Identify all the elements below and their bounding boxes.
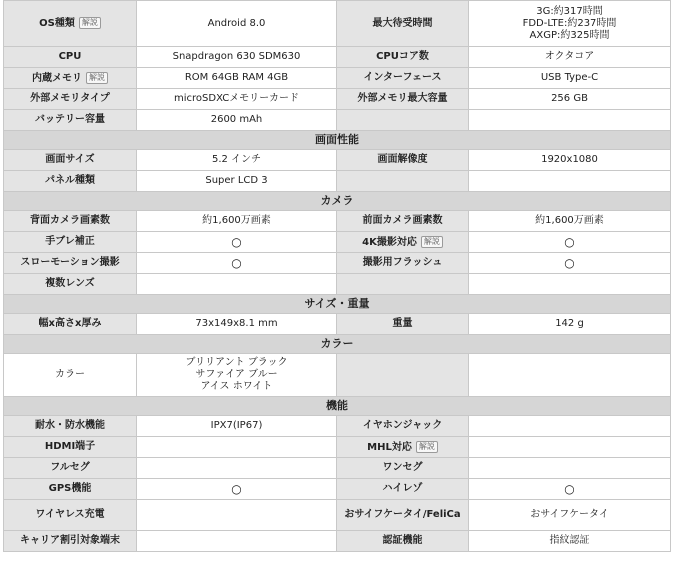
spec-value-7-1 <box>137 171 337 192</box>
spec-value-9-2 <box>469 211 671 232</box>
spec-row <box>4 274 671 295</box>
section-header-row <box>4 131 671 150</box>
spec-value-line: 2600 mAh <box>210 114 263 125</box>
spec-value-22-1 <box>137 500 337 531</box>
spec-label-text: 背面カメラ画素数 <box>30 215 110 226</box>
spec-label-20-1 <box>4 458 137 479</box>
spec-label-text: 画面サイズ <box>45 154 95 165</box>
spec-label-7-1 <box>4 171 137 192</box>
spec-value-line: 約1,600万画素 <box>202 215 271 226</box>
spec-label-text: MHL対応 <box>367 441 412 453</box>
spec-value-11-1 <box>137 253 337 274</box>
spec-label-text: スローモーション撮影 <box>20 257 120 268</box>
spec-value-line: オクタコア <box>544 51 595 62</box>
spec-value-line: おサイフケータイ <box>530 509 609 520</box>
section-title: カラー <box>4 335 671 354</box>
spec-label-2-1 <box>4 68 137 89</box>
spec-row <box>4 47 671 68</box>
spec-value-6-1 <box>137 150 337 171</box>
section-title: 画面性能 <box>4 131 671 150</box>
spec-label-10-1 <box>4 232 137 253</box>
spec-label-23-2 <box>337 531 469 552</box>
spec-label-21-1 <box>4 479 137 500</box>
spec-value-line: サファイア ブルー <box>195 369 278 380</box>
spec-label-21-2 <box>337 479 469 500</box>
spec-row <box>4 437 671 458</box>
spec-value-12-2 <box>469 274 671 295</box>
explanation-button[interactable]: 解説 <box>421 236 443 248</box>
section-header-row <box>4 192 671 211</box>
spec-label-text: インターフェース <box>363 72 442 83</box>
spec-value-line: 256 GB <box>551 93 588 104</box>
spec-value-16-2 <box>469 354 671 397</box>
spec-label-text: HDMI端子 <box>44 441 96 452</box>
spec-table <box>3 0 671 552</box>
spec-label-22-2 <box>337 500 469 531</box>
spec-label-0-2 <box>337 1 469 47</box>
spec-label-text: 撮影用フラッシュ <box>362 257 443 268</box>
spec-label-text: ハイレゾ <box>382 483 423 494</box>
spec-label-19-2 <box>337 437 469 458</box>
spec-label-text: フルセグ <box>50 462 90 473</box>
supported-mark-icon: ○ <box>564 235 575 249</box>
spec-value-11-2 <box>469 253 671 274</box>
spec-label-text: 画面解像度 <box>377 154 428 165</box>
spec-value-line: ROM 64GB RAM 4GB <box>184 72 289 83</box>
spec-label-11-1 <box>4 253 137 274</box>
spec-value-16-1 <box>137 354 337 397</box>
spec-label-3-1 <box>4 89 137 110</box>
spec-label-text: イヤホンジャック <box>362 420 443 431</box>
spec-value-line: AXGP:約325時間 <box>529 29 610 41</box>
section-header-row <box>4 335 671 354</box>
spec-label-text: ワンセグ <box>382 462 423 473</box>
spec-value-line: USB Type-C <box>540 72 599 83</box>
spec-value-10-2 <box>469 232 671 253</box>
spec-value-19-1 <box>137 437 337 458</box>
spec-value-7-2 <box>469 171 671 192</box>
spec-label-text: 内蔵メモリ <box>32 72 82 84</box>
spec-label-3-2 <box>337 89 469 110</box>
spec-value-2-2 <box>469 68 671 89</box>
spec-label-text: カラー <box>55 369 85 380</box>
spec-value-3-1 <box>137 89 337 110</box>
supported-mark-icon: ○ <box>564 256 575 270</box>
spec-row <box>4 531 671 552</box>
spec-label-6-2 <box>337 150 469 171</box>
spec-value-14-1 <box>137 314 337 335</box>
spec-label-text: 複数レンズ <box>45 278 95 289</box>
spec-row <box>4 150 671 171</box>
spec-value-18-1 <box>137 416 337 437</box>
spec-value-20-2 <box>469 458 671 479</box>
spec-row <box>4 68 671 89</box>
spec-label-9-2 <box>337 211 469 232</box>
section-header-row <box>4 397 671 416</box>
spec-label-text: 4K撮影対応 <box>362 236 417 248</box>
spec-label-text: CPU <box>58 51 82 62</box>
supported-mark-icon: ○ <box>564 482 575 496</box>
spec-value-line: 142 g <box>555 318 584 329</box>
spec-value-19-2 <box>469 437 671 458</box>
spec-label-text: キャリア割引対象端末 <box>20 535 120 546</box>
spec-row <box>4 110 671 131</box>
spec-value-3-2 <box>469 89 671 110</box>
spec-row <box>4 416 671 437</box>
spec-value-line: 約1,600万画素 <box>535 215 604 226</box>
supported-mark-icon: ○ <box>231 482 242 496</box>
spec-label-text: 重量 <box>392 318 413 329</box>
spec-label-text: 最大待受時間 <box>372 17 433 29</box>
spec-label-text: 幅x高さx厚み <box>38 318 102 329</box>
spec-value-1-2 <box>469 47 671 68</box>
spec-label-16-2 <box>337 354 469 397</box>
spec-value-18-2 <box>469 416 671 437</box>
spec-value-line: microSDXCメモリーカード <box>174 93 299 104</box>
supported-mark-icon: ○ <box>231 256 242 270</box>
spec-value-line: IPX7(IP67) <box>210 420 263 431</box>
spec-label-10-2 <box>337 232 469 253</box>
spec-row <box>4 479 671 500</box>
spec-value-line: 3G:約317時間 <box>536 5 603 17</box>
spec-row <box>4 89 671 110</box>
spec-row <box>4 211 671 232</box>
spec-row <box>4 232 671 253</box>
spec-label-6-1 <box>4 150 137 171</box>
spec-label-text: 手ブレ補正 <box>45 236 95 247</box>
spec-value-14-2 <box>469 314 671 335</box>
spec-label-2-2 <box>337 68 469 89</box>
spec-label-text: パネル種類 <box>45 175 95 186</box>
spec-row <box>4 253 671 274</box>
spec-value-10-1 <box>137 232 337 253</box>
section-header-row <box>4 295 671 314</box>
spec-value-6-2 <box>469 150 671 171</box>
spec-value-23-1 <box>137 531 337 552</box>
spec-row <box>4 500 671 531</box>
spec-value-line: FDD-LTE:約237時間 <box>522 17 617 29</box>
spec-label-23-1 <box>4 531 137 552</box>
explanation-button[interactable]: 解説 <box>86 72 108 84</box>
spec-label-20-2 <box>337 458 469 479</box>
spec-label-18-1 <box>4 416 137 437</box>
spec-label-19-1 <box>4 437 137 458</box>
spec-label-22-1 <box>4 500 137 531</box>
spec-value-21-2 <box>469 479 671 500</box>
spec-value-2-1 <box>137 68 337 89</box>
spec-label-text: 外部メモリタイプ <box>30 93 110 104</box>
spec-value-line: Super LCD 3 <box>205 175 268 186</box>
spec-label-text: 耐水・防水機能 <box>35 420 105 431</box>
spec-value-9-1 <box>137 211 337 232</box>
spec-label-16-1 <box>4 354 137 397</box>
section-title: 機能 <box>4 397 671 416</box>
spec-value-line: 指紋認証 <box>549 535 590 546</box>
spec-label-4-1 <box>4 110 137 131</box>
spec-label-14-2 <box>337 314 469 335</box>
spec-row <box>4 1 671 47</box>
spec-label-18-2 <box>337 416 469 437</box>
spec-label-1-2 <box>337 47 469 68</box>
spec-row <box>4 171 671 192</box>
spec-value-4-2 <box>469 110 671 131</box>
section-title: サイズ・重量 <box>4 295 671 314</box>
spec-label-text: GPS機能 <box>48 483 92 494</box>
spec-value-line: 73x149x8.1 mm <box>195 318 278 329</box>
spec-value-20-1 <box>137 458 337 479</box>
spec-label-11-2 <box>337 253 469 274</box>
spec-value-12-1 <box>137 274 337 295</box>
spec-value-0-2 <box>469 1 671 47</box>
spec-label-9-1 <box>4 211 137 232</box>
spec-label-0-1 <box>4 1 137 47</box>
spec-label-text: バッテリー容量 <box>35 114 105 125</box>
spec-row <box>4 314 671 335</box>
spec-value-line: アイス ホワイト <box>200 381 273 392</box>
supported-mark-icon: ○ <box>231 235 242 249</box>
spec-value-21-1 <box>137 479 337 500</box>
spec-row <box>4 354 671 397</box>
spec-label-text: CPUコア数 <box>376 51 429 62</box>
spec-value-line: Android 8.0 <box>207 17 266 29</box>
explanation-button[interactable]: 解説 <box>416 441 438 453</box>
spec-value-line: ブリリアント ブラック <box>185 357 288 368</box>
spec-label-text: 外部メモリ最大容量 <box>357 93 448 104</box>
spec-label-text: 認証機能 <box>382 535 423 546</box>
spec-value-line: Snapdragon 630 SDM630 <box>172 51 301 62</box>
spec-label-7-2 <box>337 171 469 192</box>
spec-value-line: 1920x1080 <box>541 154 598 165</box>
spec-label-4-2 <box>337 110 469 131</box>
spec-value-line: 5.2 インチ <box>211 154 262 165</box>
spec-row <box>4 458 671 479</box>
spec-label-1-1 <box>4 47 137 68</box>
section-title: カメラ <box>4 192 671 211</box>
spec-value-1-1 <box>137 47 337 68</box>
explanation-button[interactable]: 解説 <box>79 17 101 29</box>
spec-label-text: 前面カメラ画素数 <box>362 215 443 226</box>
spec-label-12-1 <box>4 274 137 295</box>
spec-label-text: おサイフケータイ/FeliCa <box>344 509 461 520</box>
spec-value-4-1 <box>137 110 337 131</box>
spec-value-23-2 <box>469 531 671 552</box>
spec-label-text: OS種類 <box>39 18 75 29</box>
spec-label-14-1 <box>4 314 137 335</box>
spec-value-0-1 <box>137 1 337 47</box>
spec-label-12-2 <box>337 274 469 295</box>
spec-value-22-2 <box>469 500 671 531</box>
spec-label-text: ワイヤレス充電 <box>35 509 105 520</box>
